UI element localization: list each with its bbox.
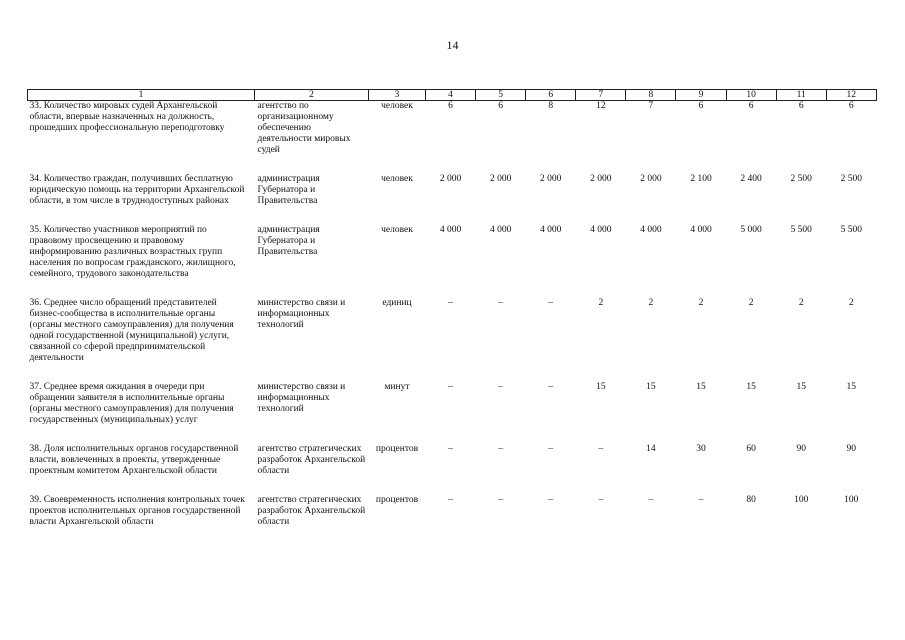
indicator-value: 2 000	[439, 174, 462, 184]
unit-of-measure: процентов	[375, 495, 419, 505]
indicator-value: 4 000	[690, 225, 712, 235]
indicator-value: 4 000	[590, 225, 612, 235]
column-header: 8	[626, 90, 676, 101]
unit-of-measure: человек	[381, 225, 413, 235]
indicator-value: 15	[696, 382, 706, 392]
indicator-value: 2 500	[840, 174, 862, 184]
indicator-value: –	[448, 382, 453, 392]
indicator-value: 2	[598, 298, 604, 308]
table-row	[28, 382, 877, 444]
indicator-value: –	[548, 495, 554, 505]
indicator-value: 100	[794, 495, 809, 505]
indicator-value: –	[448, 495, 453, 505]
unit-of-measure: человек	[381, 174, 413, 184]
page-number: 14	[446, 38, 459, 52]
indicator-value: 8	[548, 101, 554, 111]
responsible-body: администрация Губернатора и Правительства	[257, 225, 320, 257]
indicator-value: 2 500	[790, 174, 812, 184]
responsible-body: министерство связи и информационных технологий	[257, 298, 346, 330]
indicator-value: 2 000	[489, 174, 512, 184]
indicator-value: –	[448, 298, 453, 308]
indicator-value: 12	[596, 101, 606, 111]
indicator-value: –	[498, 298, 504, 308]
indicator-value: –	[448, 444, 453, 454]
column-header: 1	[28, 90, 255, 101]
indicator-value: 4 000	[439, 225, 462, 235]
indicator-value: 15	[846, 382, 857, 392]
indicator-value: 4 000	[640, 225, 662, 235]
responsible-body: агентство стратегических разработок Архангельской области	[257, 444, 366, 476]
indicator-value: 90	[796, 444, 806, 454]
indicator-value: 7	[648, 101, 654, 111]
table-row	[28, 495, 877, 546]
indicator-value: 6	[748, 101, 754, 111]
table-row	[28, 101, 877, 175]
indicator-value: 2 000	[540, 174, 562, 184]
column-header: 11	[776, 90, 826, 101]
indicator-value: 60	[746, 444, 756, 454]
responsible-body: администрация Губернатора и Правительства	[257, 174, 320, 206]
indicator-value: –	[548, 382, 554, 392]
indicator-name: 35. Количество участников мероприятий по правовому просвещению и правовому информированию различных возрастных групп населения по вопросам гражданского, жилищного, семейного, трудового законодательства	[29, 225, 236, 279]
indicator-value: 2	[798, 298, 804, 308]
responsible-body: агентство стратегических разработок Архангельской области	[257, 495, 366, 527]
indicator-value: 100	[844, 495, 859, 505]
indicator-value: 2	[648, 298, 654, 308]
unit-of-measure: единиц	[382, 298, 412, 308]
indicator-value: 2 000	[590, 174, 612, 184]
indicator-value: –	[698, 495, 704, 505]
table-row	[28, 174, 877, 225]
indicator-value: –	[498, 382, 504, 392]
indicator-name: 39. Своевременность исполнения контрольных точек проектов исполнительных органов государственной власти Архангельской области	[29, 495, 245, 527]
indicator-value: 6	[698, 101, 704, 111]
indicator-value: 14	[646, 444, 656, 454]
indicator-value: 5 000	[740, 225, 762, 235]
indicator-value: 2 000	[640, 174, 662, 184]
column-header: 2	[255, 90, 369, 101]
indicator-value: 2	[748, 298, 754, 308]
indicator-value: 6	[448, 101, 453, 111]
responsible-body: министерство связи и информационных технологий	[257, 382, 346, 414]
indicator-value: 30	[696, 444, 706, 454]
table-row	[28, 444, 877, 495]
unit-of-measure: человек	[381, 101, 413, 111]
column-header: 9	[676, 90, 726, 101]
indicator-value: 4 000	[540, 225, 562, 235]
column-header: 12	[826, 90, 876, 101]
column-header: 10	[726, 90, 776, 101]
indicator-value: 2	[848, 298, 854, 308]
unit-of-measure: процентов	[375, 444, 419, 454]
column-header: 6	[526, 90, 576, 101]
indicator-value: 4 000	[489, 225, 512, 235]
indicator-value: –	[498, 444, 504, 454]
indicators-table	[27, 89, 877, 546]
column-header: 5	[476, 90, 526, 101]
responsible-body: агентство по организационному обеспечению деятельности мировых судей	[257, 101, 351, 155]
indicator-value: 5 500	[790, 225, 812, 235]
indicator-value: 2 100	[690, 174, 712, 184]
column-header: 7	[576, 90, 626, 101]
indicator-name: 36. Среднее число обращений представителей бизнес-сообщества в исполнительные органы (органы местного самоуправления) для получения одной государственной (муниципальной) услуги, связанной со сферой предпринимательской деятельности	[29, 298, 234, 363]
indicator-value: 90	[846, 444, 857, 454]
indicator-name: 38. Доля исполнительных органов государственной власти, вовлеченных в проекты, утвержденные проектным комитетом Архангельской области	[29, 444, 239, 476]
indicator-value: 5 500	[840, 225, 862, 235]
indicator-value: –	[548, 298, 554, 308]
indicator-value: 15	[646, 382, 656, 392]
indicator-value: 6	[798, 101, 804, 111]
indicator-name: 33. Количество мировых судей Архангельской области, впервые назначенных на должность, прошедших профессиональную переподготовку	[29, 101, 225, 133]
indicator-value: 15	[746, 382, 756, 392]
indicator-value: 80	[746, 495, 756, 505]
indicator-value: –	[498, 495, 504, 505]
indicator-value: –	[598, 495, 604, 505]
unit-of-measure: минут	[384, 382, 410, 392]
column-header: 3	[369, 90, 426, 101]
indicator-value: –	[598, 444, 604, 454]
table-row	[28, 298, 877, 382]
indicator-value: 15	[796, 382, 806, 392]
indicator-value: 15	[596, 382, 606, 392]
column-number-row	[28, 90, 877, 101]
indicator-name: 37. Среднее время ожидания в очереди при обращении заявителя в исполнительные органы (органы местного самоуправления) для получения государственных (муниципальных) услуг	[29, 382, 234, 425]
indicator-value: –	[548, 444, 554, 454]
table-row	[28, 225, 877, 298]
indicator-name: 34. Количество граждан, получивших бесплатную юридическую помощь на территории Архангельской области, в том числе в труднодоступных районах	[29, 174, 245, 206]
indicator-value: 2 400	[740, 174, 762, 184]
indicator-value: 2	[698, 298, 704, 308]
indicator-value: 6	[848, 101, 854, 111]
column-header: 4	[426, 90, 476, 101]
indicator-value: –	[648, 495, 654, 505]
indicator-value: 6	[498, 101, 504, 111]
